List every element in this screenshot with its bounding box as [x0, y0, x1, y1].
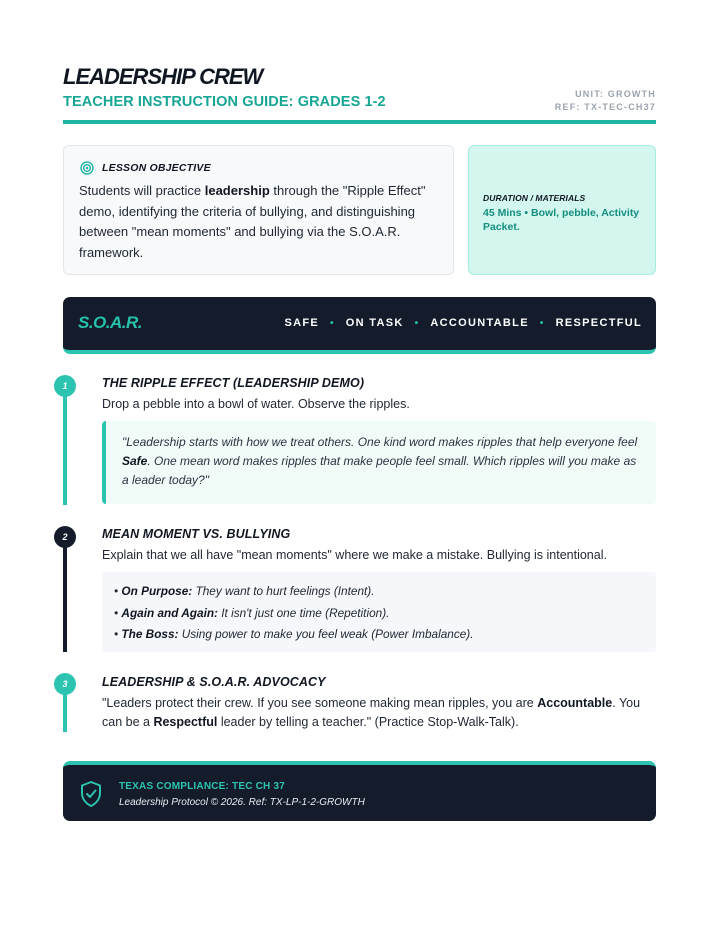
list-item: • On Purpose: They want to hurt feelings (Intent). [114, 584, 375, 598]
lesson-objective-card [63, 145, 454, 275]
objective-header [80, 161, 211, 175]
soar-brand: S.O.A.R. [78, 313, 143, 332]
list-item: • The Boss: Using power to make you feel weak (Power Imbalance). [114, 627, 474, 641]
duration-materials-card [468, 145, 656, 275]
step-2-number: 2 [54, 526, 76, 548]
soar-values [284, 317, 642, 329]
soar-item-on-task: ON TASK [345, 317, 404, 329]
duration-text: 45 Mins • Bowl, pebble, Activity Packet. [483, 207, 640, 233]
ripple-quote: "Leadership starts with how we treat others. One kind word makes ripples that help everyone feel Safe. One mean word makes ripples that make people feel small. Which ripples will you make as a leader today?" [102, 421, 656, 504]
compliance-title: TEXAS COMPLIANCE: TEC CH 37 [119, 781, 285, 792]
step-2-rail [63, 536, 67, 652]
soar-item-respectful: RESPECTFUL [555, 317, 642, 329]
objective-text: Students will practice leadership through the "Ripple Effect" demo, identifying the criteria of bullying, and distinguishing between "mean moments" and bullying via the S.O.A.R. framework. [79, 183, 426, 260]
step-3-title: LEADERSHIP & S.O.A.R. ADVOCACY [102, 675, 326, 689]
list-item: • Again and Again: It isn't just one time (Repetition). [114, 605, 390, 620]
separator-dot: • [414, 317, 420, 329]
step-3-text: "Leaders protect their crew. If you see someone making mean ripples, you are Accountable. You can be a Respectful leader by telling a teacher." (Practice Stop-Walk-Talk). [102, 696, 641, 729]
step-1-rail [63, 385, 67, 505]
separator-dot: • [539, 317, 545, 329]
step-2-title: MEAN MOMENT VS. BULLYING [102, 527, 291, 541]
soar-item-safe: SAFE [284, 317, 319, 329]
soar-item-accountable: ACCOUNTABLE [430, 317, 529, 329]
separator-dot: • [329, 317, 335, 329]
header-meta [555, 88, 656, 114]
duration-label: DURATION / MATERIALS [483, 193, 586, 203]
objective-label: LESSON OBJECTIVE [102, 162, 211, 174]
page-subtitle: TEACHER INSTRUCTION GUIDE: GRADES 1-2 [63, 94, 386, 110]
step-2-text: Explain that we all have "mean moments" where we make a mistake. Bullying is intentional. [102, 548, 607, 562]
page-title: LEADERSHIP CREW [63, 64, 263, 89]
shield-check-icon [79, 780, 103, 808]
step-1-number: 1 [54, 375, 76, 397]
ref-label: REF: TX-TEC-CH37 [554, 102, 656, 112]
compliance-footer [63, 761, 656, 821]
step-1-text: Drop a pebble into a bowl of water. Observe the ripples. [102, 397, 410, 411]
compliance-subtitle: Leadership Protocol © 2026. Ref: TX-LP-1-2-GROWTH [119, 797, 365, 808]
soar-banner [63, 297, 656, 354]
step-3-number: 3 [54, 673, 76, 695]
header-divider [63, 120, 656, 124]
unit-label: UNIT: GROWTH [575, 89, 656, 99]
step-1-title: THE RIPPLE EFFECT (LEADERSHIP DEMO) [102, 376, 365, 390]
target-icon [80, 161, 94, 175]
bullying-criteria-list [102, 572, 656, 652]
